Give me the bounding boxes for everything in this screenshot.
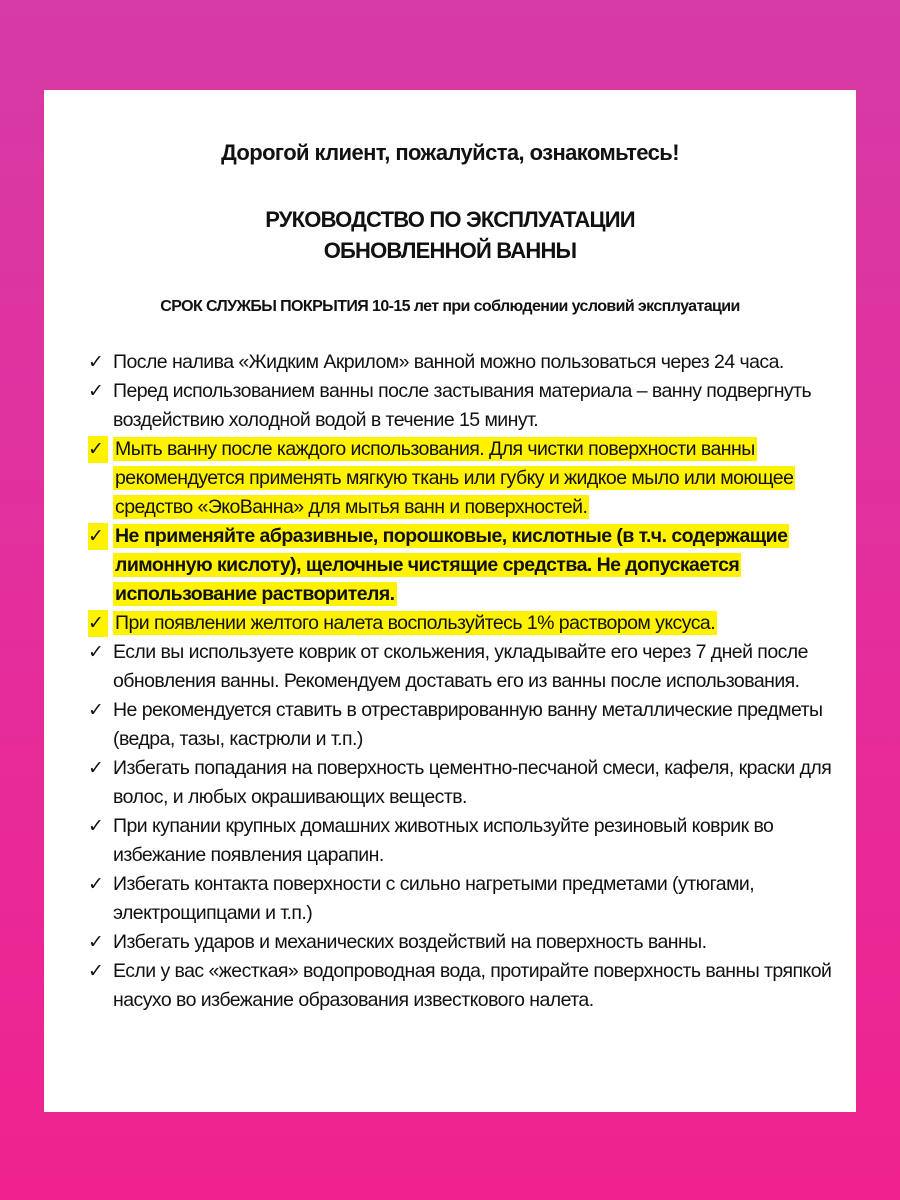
rule-item <box>88 377 838 435</box>
rule-item <box>88 754 838 812</box>
check-icon: ✓ <box>88 758 104 779</box>
rule-text: Если у вас «жесткая» водопроводная вода, протирайте поверхность ванны тряпкой насухо во избежание образования известкового налета. <box>113 960 832 1011</box>
rule-text: Избегать контакта поверхности с сильно нагретыми предметами (утюгами, электрощипцами и т.п.) <box>113 873 755 924</box>
rule-item <box>88 870 838 928</box>
title-line-1: РУКОВОДСТВО ПО ЭКСПЛУАТАЦИИ <box>265 207 635 232</box>
check-icon: ✓ <box>88 961 104 982</box>
title-line-2: ОБНОВЛЕННОЙ ВАННЫ <box>323 238 577 263</box>
rule-text: Избегать попадания на поверхность цементно-песчаной смеси, кафеля, краски для волос, и любых окрашивающих веществ. <box>113 757 832 808</box>
rule-item-highlighted <box>88 435 838 522</box>
check-icon: ✓ <box>88 610 108 637</box>
service-life-note: СРОК СЛУЖБЫ ПОКРЫТИЯ 10-15 лет при соблюдении условий эксплуатации <box>160 298 740 315</box>
rule-item <box>88 638 838 696</box>
check-icon: ✓ <box>88 381 104 402</box>
greeting-heading: Дорогой клиент, пожалуйста, ознакомьтесь! <box>221 140 679 165</box>
rule-text: Избегать ударов и механических воздействий на поверхность ванны. <box>113 931 707 953</box>
rule-text: Если вы используете коврик от скольжения, укладывайте его через 7 дней после обновления ванны. Рекомендуем доставать его из ванны после использования. <box>113 641 808 692</box>
rule-item <box>88 928 838 957</box>
check-icon: ✓ <box>88 523 108 550</box>
check-icon: ✓ <box>88 700 104 721</box>
rule-item <box>88 696 838 754</box>
check-icon: ✓ <box>88 874 104 895</box>
instruction-card <box>44 90 856 1112</box>
rule-item <box>88 812 838 870</box>
rule-item-highlighted <box>88 609 838 638</box>
rule-text: Перед использованием ванны после застывания материала – ванну подвергнуть воздействию холодной водой в течение 15 минут. <box>113 380 812 431</box>
rule-item <box>88 957 838 1015</box>
check-icon: ✓ <box>88 932 104 953</box>
rule-text: Не рекомендуется ставить в отреставрированную ванну металлические предметы (ведра, тазы, кастрюли и т.п.) <box>113 699 823 750</box>
check-icon: ✓ <box>88 352 104 373</box>
rule-text: При купании крупных домашних животных используйте резиновый коврик во избежание появления царапин. <box>113 815 774 866</box>
check-icon: ✓ <box>88 642 104 663</box>
rule-text: Не применяйте абразивные, порошковые, кислотные (в т.ч. содержащие лимонную кислоту), щелочные чистящие средства. Не допускается использование растворителя. <box>115 525 788 605</box>
rule-item-highlighted <box>88 522 838 609</box>
rules-list <box>88 348 838 1015</box>
check-icon: ✓ <box>88 436 108 463</box>
document-title <box>44 204 856 266</box>
rule-text: При появлении желтого налета воспользуйтесь 1% раствором уксуса. <box>115 612 716 634</box>
check-icon: ✓ <box>88 816 104 837</box>
rule-text: Мыть ванну после каждого использования. Для чистки поверхности ванны рекомендуется применять мягкую ткань или губку и жидкое мыло или моющее средство «ЭкоВанна» для мытья ванн и поверхностей. <box>115 438 794 518</box>
rule-item <box>88 348 838 377</box>
rule-text: После налива «Жидким Акрилом» ванной можно пользоваться через 24 часа. <box>113 351 784 373</box>
